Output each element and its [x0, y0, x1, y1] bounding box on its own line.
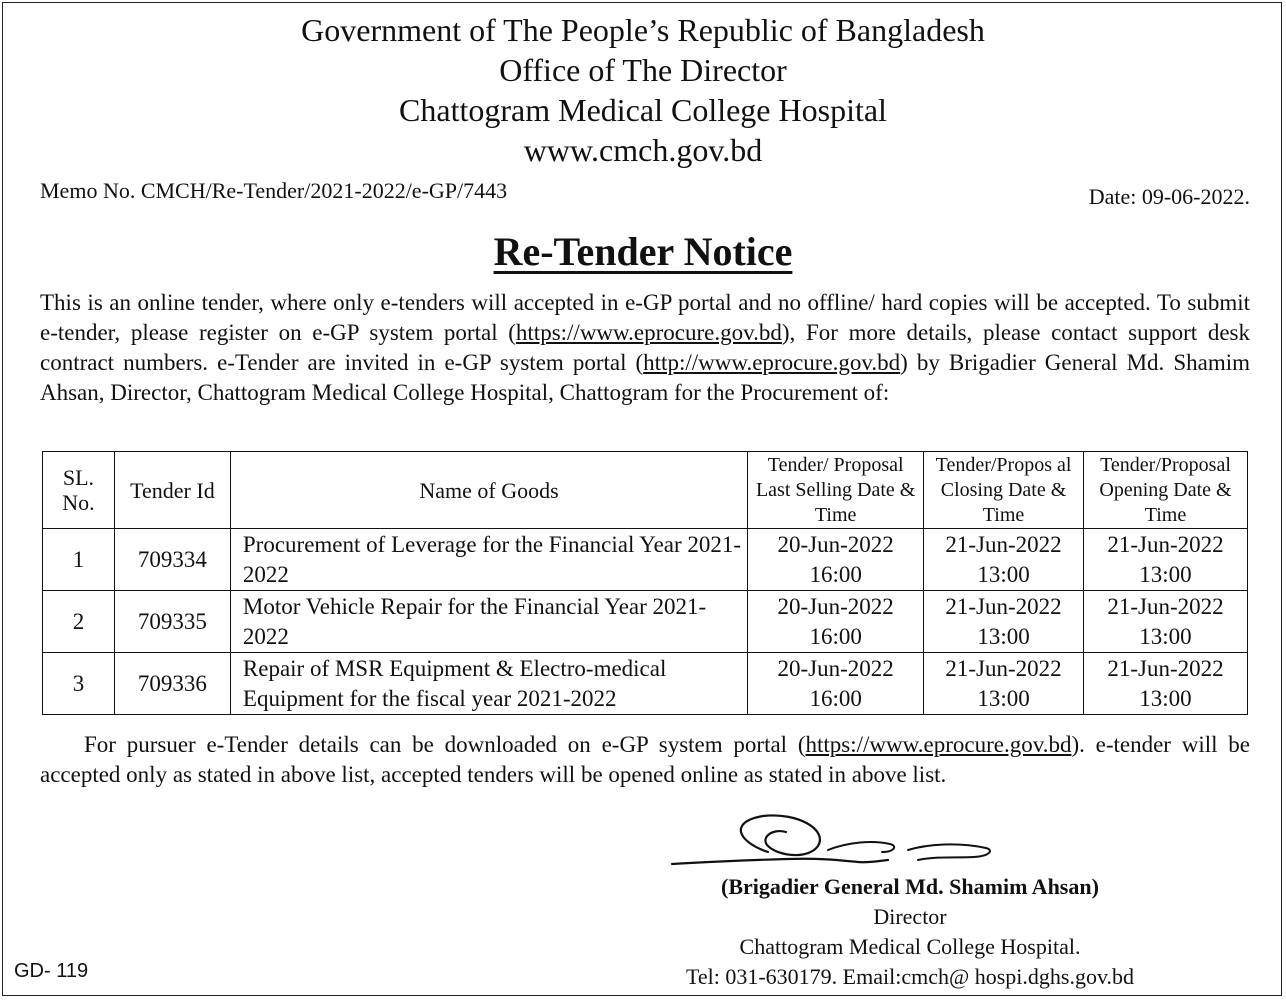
table-row: [43, 529, 1248, 591]
header-website[interactable]: www.cmch.gov.bd: [523, 132, 763, 168]
col-header-goods: Name of Goods: [230, 452, 747, 529]
selling-time: 16:00: [809, 685, 862, 711]
opening-time: 13:00: [1139, 561, 1192, 587]
eprocure-link-1[interactable]: https://www.eprocure.gov.bd: [515, 320, 782, 345]
selling-date: 20-Jun-2022: [777, 655, 894, 681]
memo-date: Date: 09-06-2022.: [1088, 184, 1250, 209]
intro-text-3: ) by Brigadier General Md. Shamim Ahsan, Director, Chattogram Medical College Hospital, Chattogram for the Procurement of:: [40, 350, 1251, 405]
cell-selling: [748, 529, 924, 591]
col-header-selling: Tender/ Proposal Last Selling Date & Time: [748, 452, 924, 529]
gd-code: GD- 119: [14, 960, 89, 982]
selling-time: 16:00: [809, 623, 862, 649]
cell-selling: [748, 653, 924, 715]
closing-date: 21-Jun-2022: [945, 593, 1062, 619]
opening-date: 21-Jun-2022: [1107, 655, 1224, 681]
opening-time: 13:00: [1139, 685, 1192, 711]
footer-paragraph: [40, 730, 1250, 790]
cell-closing: [924, 653, 1084, 715]
intro-text-1: This is an online tender, where only e-tenders will accepted in e-GP portal and no offline/ hard copies will be accepted. To submit e-tender, please register on e-GP system portal (: [40, 290, 1250, 345]
closing-date: 21-Jun-2022: [945, 655, 1062, 681]
table-header-row: [43, 452, 1248, 529]
header-hospital: Chattogram Medical College Hospital: [399, 92, 887, 128]
footer-text-1: For pursuer e-Tender details can be downloaded on e-GP system portal (: [84, 732, 806, 757]
cell-closing: [924, 529, 1084, 591]
eprocure-link-3[interactable]: https://www.eprocure.gov.bd: [805, 732, 1072, 757]
signatory-name: (Brigadier General Md. Shamim Ahsan): [721, 874, 1099, 899]
letterhead: [0, 10, 1286, 170]
signatory-block: [560, 872, 1260, 992]
cell-opening: [1084, 653, 1248, 715]
opening-date: 21-Jun-2022: [1107, 531, 1224, 557]
cell-goods: Repair of MSR Equipment & Electro-medical Equipment for the fiscal year 2021-2022: [230, 653, 747, 715]
signatory-contact: Tel: 031-630179. Email:cmch@ hospi.dghs.gov.bd: [685, 964, 1135, 989]
intro-text-2: ), For more details, please contact support desk contract numbers. e-Tender are invited in e-GP system portal (: [40, 320, 1250, 375]
cell-closing: [924, 591, 1084, 653]
table-row: [43, 653, 1248, 715]
header-government: Government of The People’s Republic of Bangladesh: [301, 12, 985, 48]
memo-number: Memo No. CMCH/Re-Tender/2021-2022/e-GP/7443: [40, 178, 508, 203]
notice-title: [0, 228, 1286, 276]
footer-text-2: ). e-tender will be accepted only as stated in above list, accepted tenders will be opened online as stated in above list.: [40, 732, 1251, 787]
opening-time: 13:00: [1139, 623, 1192, 649]
cell-tender-id: 709336: [114, 653, 230, 715]
notice-title-text: Re-Tender Notice: [493, 229, 793, 274]
col-header-sl: SL. No.: [43, 452, 115, 529]
opening-date: 21-Jun-2022: [1107, 593, 1224, 619]
signature-icon: [668, 812, 1008, 874]
cell-sl: 2: [43, 591, 115, 653]
cell-opening: [1084, 591, 1248, 653]
col-header-opening: Tender/Proposal Opening Date & Time: [1084, 452, 1248, 529]
cell-goods: Motor Vehicle Repair for the Financial Year 2021-2022: [230, 591, 747, 653]
intro-paragraph: [40, 288, 1250, 408]
table-row: [43, 591, 1248, 653]
selling-date: 20-Jun-2022: [777, 593, 894, 619]
closing-time: 13:00: [977, 561, 1030, 587]
cell-tender-id: 709334: [114, 529, 230, 591]
eprocure-link-2[interactable]: http://www.eprocure.gov.bd: [643, 350, 901, 375]
col-header-closing: Tender/Propos al Closing Date & Time: [924, 452, 1084, 529]
cell-tender-id: 709335: [114, 591, 230, 653]
selling-date: 20-Jun-2022: [777, 531, 894, 557]
signatory-office: Chattogram Medical College Hospital.: [739, 934, 1081, 959]
cell-selling: [748, 591, 924, 653]
header-office: Office of The Director: [499, 52, 787, 88]
cell-opening: [1084, 529, 1248, 591]
col-header-tender-id: Tender Id: [114, 452, 230, 529]
cell-sl: 3: [43, 653, 115, 715]
signatory-designation: Director: [873, 904, 947, 929]
closing-date: 21-Jun-2022: [945, 531, 1062, 557]
closing-time: 13:00: [977, 685, 1030, 711]
cell-sl: 1: [43, 529, 115, 591]
tender-table: [42, 451, 1248, 715]
selling-time: 16:00: [809, 561, 862, 587]
closing-time: 13:00: [977, 623, 1030, 649]
cell-goods: Procurement of Leverage for the Financial Year 2021-2022: [230, 529, 747, 591]
